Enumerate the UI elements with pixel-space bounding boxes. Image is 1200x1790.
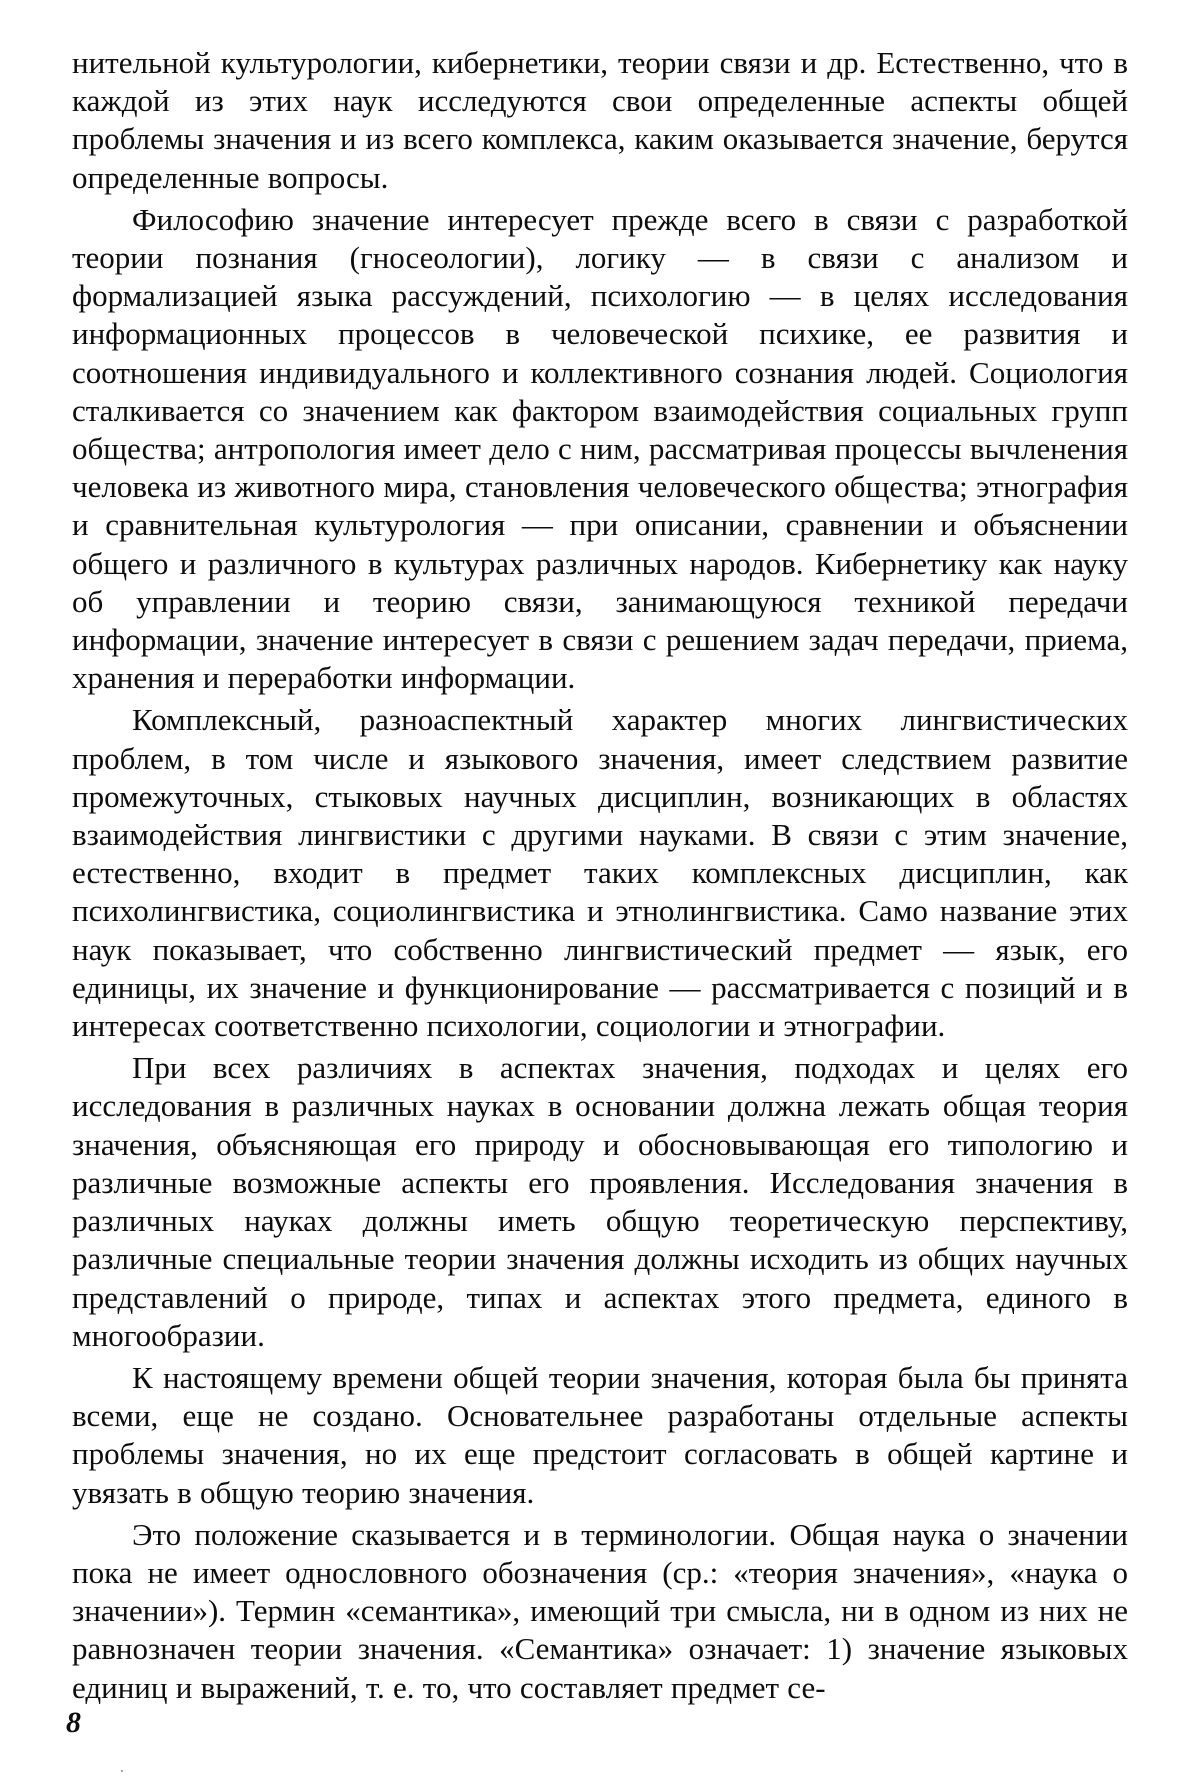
paragraph-continuation: нительной культурологии, кибернетики, теории связи и др. Естественно, что в каждой из этих наук исследуются свои определенные аспекты общей проблемы значения и из всего комплекса, каким оказывается значение, берутся определенные вопросы. bbox=[72, 45, 1128, 195]
page-number: 8 bbox=[66, 1706, 81, 1739]
paragraph-general-theory: При всех различиях в аспектах значения, подходах и целях его исследования в различных науках в основании должна лежать общая теория значения, объясняющая его природу и обосновывающая его типологию и различные возможные аспекты его проявления. Исследования значения в различных науках должны иметь общую теоретическую перспективу, различные специальные теории значения должны исходить из общих научных представлений о природе, типах и аспектах этого предмета, единого в многообразии. bbox=[72, 1050, 1128, 1353]
page-body bbox=[72, 44, 1128, 1707]
paragraph-terminology: Это положение сказывается и в терминологии. Общая наука о значении пока не имеет однословного обозначения (ср.: «теория значения», «наука о значении»). Термин «семантика», имеющий три смысла, ни в одном из них не равнозначен теории значения. «Семантика» означает: 1) значение языковых единиц и выражений, т. е. то, что составляет предмет се- bbox=[72, 1516, 1128, 1705]
paragraph-current-state: К настоящему времени общей теории значения, которая была бы принята всеми, еще не создано. Основательнее разработаны отдельные аспекты проблемы значения, но их еще предстоит согласовать в общей картине и увязать в общую теорию значения. bbox=[72, 1359, 1128, 1510]
scan-speck bbox=[121, 1770, 123, 1772]
paragraph-philosophy: Философию значение интересует прежде всего в связи с разработкой теории познания (гносеологии), логику — в связи с анализом и формализацией языка рассуждений, психологию — в целях исследования информационных процессов в человеческой психике, ее развития и соотношения индивидуального и коллективного сознания людей. Социология сталкивается со значением как фактором взаимодействия социальных групп общества; антропология имеет дело с ним, рассматривая процессы вычленения человека из животного мира, становления человеческого общества; этнография и сравнительная культурология — при описании, сравнении и объяснении общего и различного в культурах различных народов. Кибернетику как науку об управлении и теорию связи, занимающуюся техникой передачи информации, значение интересует в связи с решением задач передачи, приема, хранения и переработки информации. bbox=[72, 201, 1128, 696]
paragraph-complex-character: Комплексный, разноаспектный характер многих лингвистических проблем, в том числе и языкового значения, имеет следствием развитие промежуточных, стыковых научных дисциплин, возникающих в областях взаимодействия лингвистики с другими науками. В связи с этим значение, естественно, входит в предмет таких комплексных дисциплин, как психолингвистика, социолингвистика и этнолингвистика. Само название этих наук показывает, что собственно лингвистический предмет — язык, его единицы, их значение и функционирование — рассматривается с позиций и в интересах соответственно психологии, социологии и этнографии. bbox=[72, 702, 1128, 1044]
